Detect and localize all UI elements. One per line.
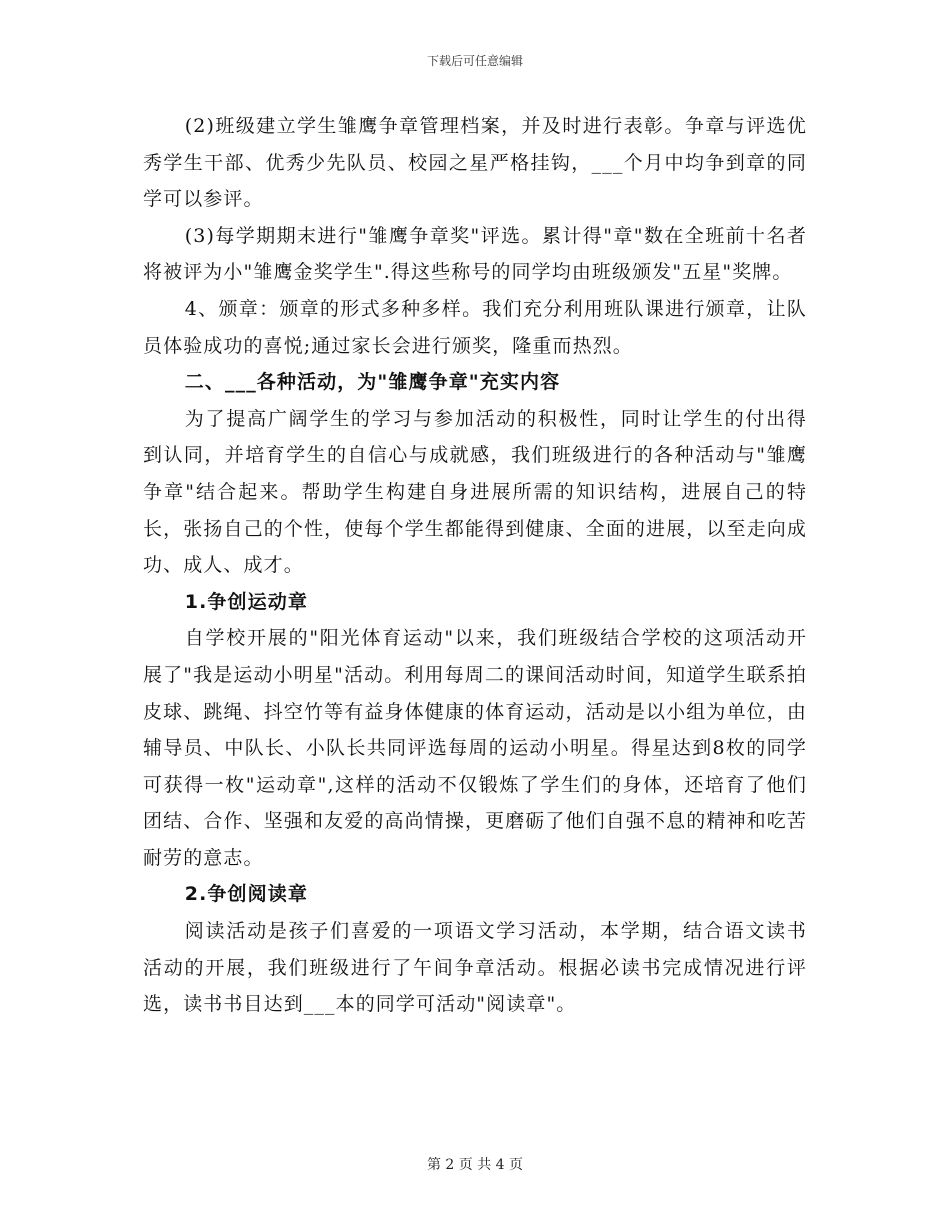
document-body [143,108,807,1023]
paragraph-badge-ceremony: 4、颁章：颁章的形式多种多样。我们充分利用班队课进行颁章，让队员体验成功的喜悦;通过家长会进行颁奖，隆重而热烈。 [143,297,807,357]
subheading-sports-badge: 1.争创运动章 [184,590,308,613]
paragraph-term-award: (3)每学期期末进行"雏鹰争章奖"评选。累计得"章"数在全班前十名者将被评为小"雏鹰金奖学生".得这些称号的同学均由班级颁发"五星"奖牌。 [143,224,807,284]
page-footer: 第 2 页 共 4 页 [426,1157,524,1173]
paragraph-badge-archive: (2)班级建立学生雏鹰争章管理档案，并及时进行表彰。争章与评选优秀学生干部、优秀少先队员、校园之星严格挂钩，___个月中均争到章的同学可以参评。 [143,115,807,211]
subheading-reading-badge: 2.争创阅读章 [184,883,308,906]
page-header: 下载后可任意编辑 [426,54,523,68]
paragraph-activities-intro: 为了提高广阔学生的学习与参加活动的积极性，同时让学生的付出得到认同，并培育学生的自信心与成就感，我们班级进行的各种活动与"雏鹰争章"结合起来。帮助学生构建自身进展所需的知识结构，进展自己的特长，张扬自己的个性，使每个学生都能得到健康、全面的进展，以至走向成功、成人、成才。 [143,407,807,577]
paragraph-reading-badge: 阅读活动是孩子们喜爱的一项语文学习活动，本学期，结合语文读书活动的开展，我们班级进行了午间争章活动。根据必读书完成情况进行评选，读书书目达到___本的同学可活动"阅读章"。 [143,920,807,1016]
paragraph-sports-badge: 自学校开展的"阳光体育运动"以来，我们班级结合学校的这项活动开展了"我是运动小明星"活动。利用每周二的课间活动时间，知道学生联系拍皮球、跳绳、抖空竹等有益身体健康的体育运动，活动是以小组为单位，由辅导员、中队长、小队长共同评选每周的运动小明星。得星达到8枚的同学可获得一枚"运动章",这样的活动不仅锻炼了学生们的身体，还培育了他们团结、合作、坚强和友爱的高尚情操，更磨砺了他们自强不息的精神和吃苦耐劳的意志。 [143,627,807,869]
section-heading-activities: 二、___各种活动，为"雏鹰争章"充实内容 [184,371,561,394]
